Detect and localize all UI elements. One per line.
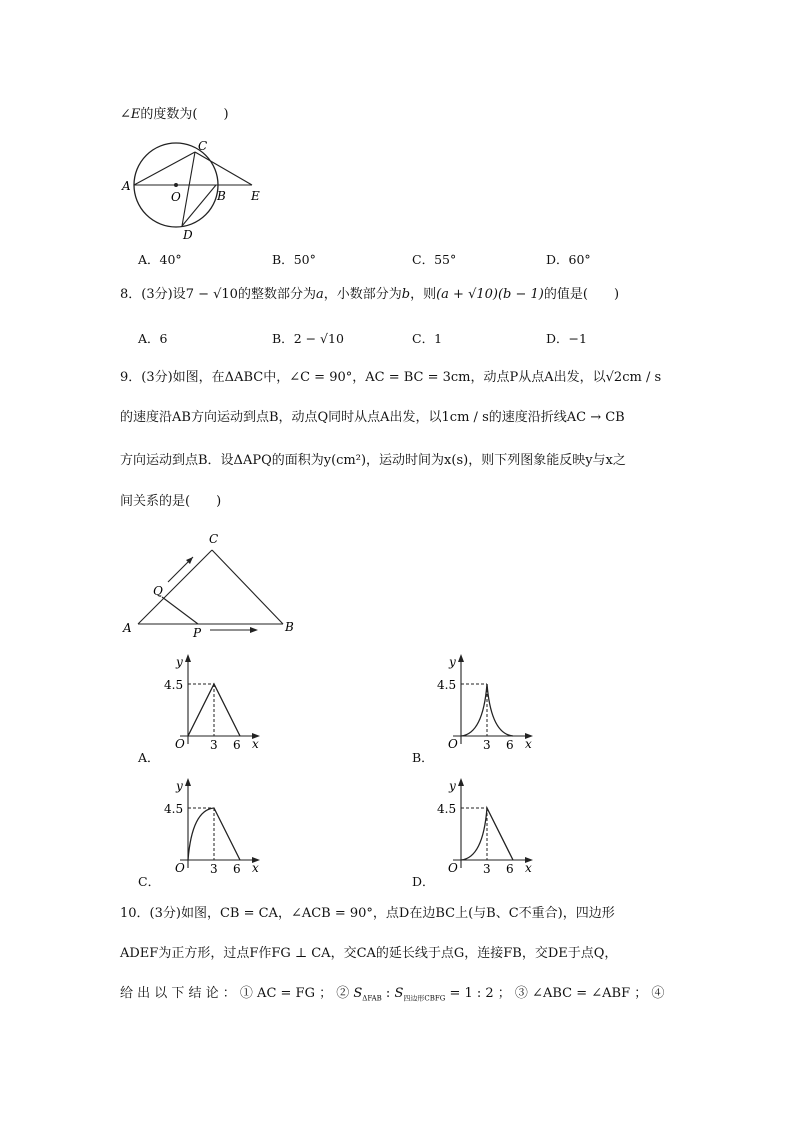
- label-A: A: [123, 621, 132, 635]
- label-O: O: [171, 190, 181, 204]
- q9-option-b-label[interactable]: B．: [412, 750, 434, 765]
- y-axis-arrow: [458, 654, 464, 662]
- peak-label: 4.5: [437, 802, 457, 816]
- q10-line-2: ADEF为正方形，过点F作FG ⊥ CA，交CA的延长线于点G，连接FB，交DE于点Q，: [120, 946, 618, 961]
- axis-x-label: x: [252, 737, 259, 751]
- axis-x-label: x: [525, 861, 532, 875]
- q8-option-d[interactable]: D．−1: [546, 331, 587, 346]
- q9-graph-a[interactable]: [160, 652, 270, 752]
- q9-line-1: 9．(3分)如图，在ΔABC中，∠C = 90°，AC = BC = 3cm，动点P从点A出发，以√2cm / s: [120, 370, 662, 385]
- q9-triangle-figure: [120, 530, 310, 640]
- q7-question-tail: ∠E的度数为( ): [120, 107, 229, 122]
- q9-line-3: 方向运动到点B．设ΔAPQ的面积为y(cm²)，运动时间为x(s)，则下列图象能反映y与x之: [120, 453, 626, 468]
- tick-6: 6: [233, 862, 241, 876]
- q9-graph-d[interactable]: [433, 776, 543, 876]
- peak-label: 4.5: [437, 678, 457, 692]
- q7-option-a[interactable]: A．40°: [138, 252, 182, 267]
- label-D: D: [183, 228, 193, 242]
- side-CB: [212, 550, 283, 624]
- q7-option-d[interactable]: D．60°: [546, 252, 591, 267]
- tick-3: 3: [210, 738, 218, 752]
- axis-y-label: y: [176, 655, 183, 669]
- q10-line-1: 10．(3分)如图，CB = CA，∠ACB = 90°，点D在边BC上(与B、C不重合)，四边形: [120, 906, 615, 921]
- axis-x-label: x: [525, 737, 532, 751]
- tick-3: 3: [483, 738, 491, 752]
- q9-option-a-label[interactable]: A．: [138, 750, 160, 765]
- axis-y-label: y: [449, 655, 456, 669]
- q9-line-4: 间关系的是( ): [120, 494, 222, 509]
- label-C: C: [209, 532, 219, 546]
- q7-circle-figure: [120, 138, 280, 242]
- q9-graph-c[interactable]: [160, 776, 270, 876]
- q8-question: 8．(3分)设7 − √10的整数部分为a，小数部分为b，则(a + √10)(b − 1)的值是( ): [120, 287, 620, 302]
- label-B: B: [217, 189, 226, 203]
- label-E: E: [251, 189, 260, 203]
- arrow-p-head: [250, 627, 258, 633]
- line-CD: [182, 152, 195, 226]
- q9-graph-b[interactable]: [433, 652, 543, 752]
- line-CE: [195, 152, 252, 185]
- label-C: C: [198, 139, 208, 153]
- center-dot: [174, 183, 178, 187]
- segment-QP: [162, 597, 198, 624]
- peak-label: 4.5: [164, 678, 184, 692]
- q9-line-2: 的速度沿AB方向运动到点B，动点Q同时从点A出发，以1cm / s的速度沿折线AC → CB: [120, 410, 625, 425]
- origin-label: O: [448, 861, 458, 875]
- label-P: P: [193, 626, 202, 640]
- tick-6: 6: [506, 862, 514, 876]
- tick-6: 6: [233, 738, 241, 752]
- tick-6: 6: [506, 738, 514, 752]
- q8-option-c[interactable]: C．1: [412, 331, 443, 346]
- label-Q: Q: [153, 584, 163, 598]
- label-B: B: [285, 620, 294, 634]
- y-axis-arrow: [458, 778, 464, 786]
- label-A: A: [122, 179, 131, 193]
- y-axis-arrow: [185, 654, 191, 662]
- axis-y-label: y: [449, 779, 456, 793]
- side-AC: [138, 550, 212, 624]
- q9-option-d-label[interactable]: D．: [412, 874, 435, 889]
- origin-label: O: [175, 737, 185, 751]
- origin-label: O: [175, 861, 185, 875]
- y-axis-arrow: [185, 778, 191, 786]
- axis-y-label: y: [176, 779, 183, 793]
- line-AC: [134, 152, 195, 185]
- q7-option-c[interactable]: C．55°: [412, 252, 457, 267]
- tick-3: 3: [210, 862, 218, 876]
- q9-option-c-label[interactable]: C．: [138, 874, 161, 889]
- tick-3: 3: [483, 862, 491, 876]
- q8-option-a[interactable]: A．6: [138, 331, 168, 346]
- origin-label: O: [448, 737, 458, 751]
- axis-x-label: x: [252, 861, 259, 875]
- q10-line-3: 给 出 以 下 结 论 ： ① AC = FG ； ② $S_{\Delta FAB}$ : $S_{四边形CBFG} = 1$ : 2 ； ③ ∠ABC = ∠ABF ； ④: [120, 986, 665, 1003]
- q8-option-b[interactable]: B．2 − √10: [272, 331, 344, 346]
- q7-option-b[interactable]: B．50°: [272, 252, 316, 267]
- peak-label: 4.5: [164, 802, 184, 816]
